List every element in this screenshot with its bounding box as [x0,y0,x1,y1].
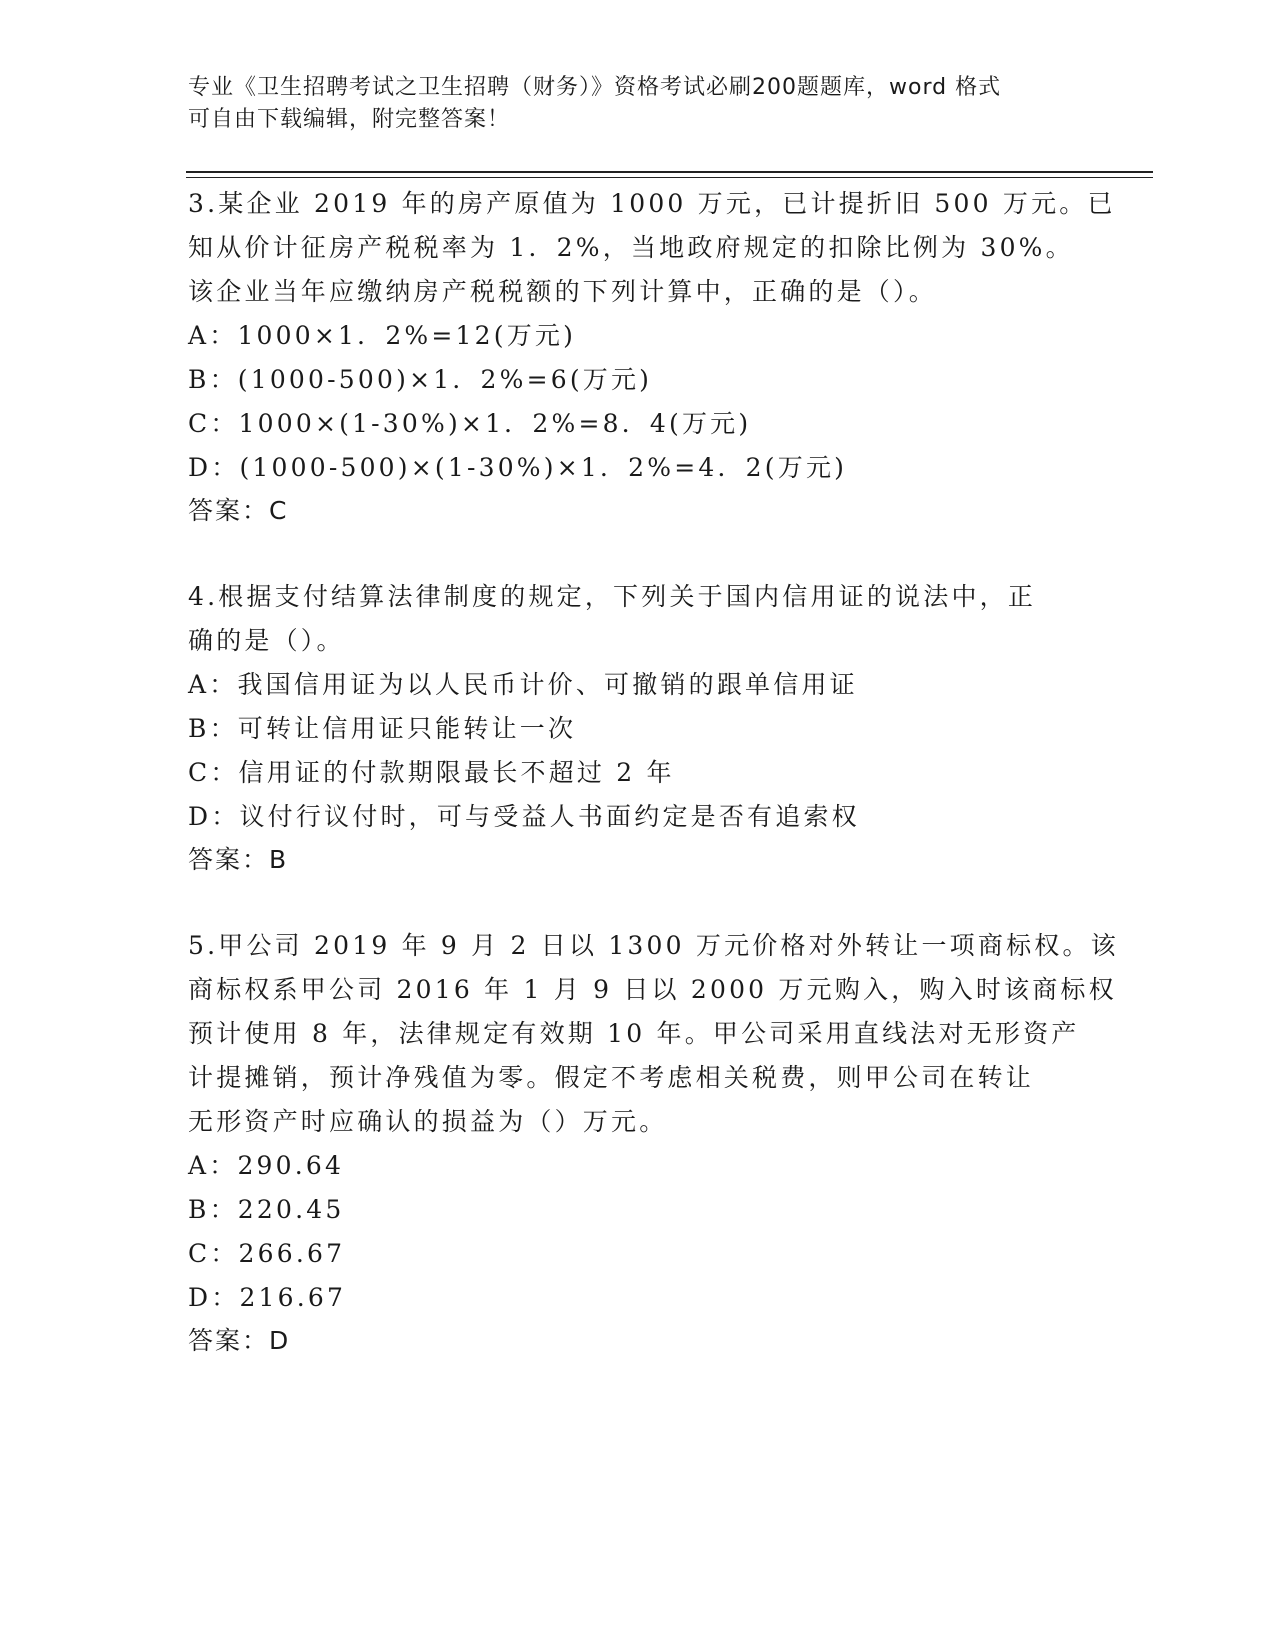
option-a: A：我国信用证为以人民币计价、可撤销的跟单信用证 [188,670,858,699]
option-b: B：可转让信用证只能转让一次 [188,714,577,743]
option-a: A：290.64 [188,1151,345,1180]
option-a: A：1000×1．2%=12(万元) [188,321,577,350]
option-c: C：信用证的付款期限最长不超过 2 年 [188,758,675,787]
question-stem-line: 预计使用 8 年，法律规定有效期 10 年。甲公司采用直线法对无形资产 [188,1019,1080,1048]
question-stem-line: 确的是（）。 [188,626,345,655]
header-divider-bottom [186,177,1153,178]
answer-text: 答案：C [188,496,289,525]
question-stem-line: 商标权系甲公司 2016 年 1 月 9 日以 2000 万元购入，购入时该商标权 [188,975,1117,1004]
option-b: B：220.45 [188,1195,345,1224]
document-header-line-1: 专业《卫生招聘考试之卫生招聘（财务）》资格考试必刷200题题库，word 格式 [188,75,1002,100]
document-header-line-2: 可自由下载编辑，附完整答案！ [188,107,511,132]
question-stem-line: 该企业当年应缴纳房产税税额的下列计算中，正确的是（）。 [188,277,937,306]
answer-text: 答案：B [188,845,289,874]
option-d: D：议付行议付时，可与受益人书面约定是否有追索权 [188,802,860,831]
question-stem-line: 知从价计征房产税税率为 1．2%，当地政府规定的扣除比例为 30%。 [188,233,1074,262]
question-stem-line: 3.某企业 2019 年的房产原值为 1000 万元，已计提折旧 500 万元。已 [188,189,1116,218]
option-d: D：(1000-500)×(1-30%)×1．2%=4．2(万元) [188,453,848,482]
question-stem-line: 5.甲公司 2019 年 9 月 2 日以 1300 万元价格对外转让一项商标权。该 [188,931,1119,960]
option-c: C：266.67 [188,1239,346,1268]
option-b: B：(1000-500)×1．2%=6(万元) [188,365,653,394]
option-d: D：216.67 [188,1283,347,1312]
question-stem-line: 无形资产时应确认的损益为（）万元。 [188,1107,668,1136]
answer-text: 答案：D [188,1326,291,1355]
question-stem-line: 4.根据支付结算法律制度的规定，下列关于国内信用证的说法中，正 [188,582,1037,611]
header-divider-top [186,171,1153,173]
option-c: C：1000×(1-30%)×1．2%=8．4(万元) [188,409,752,438]
question-stem-line: 计提摊销，预计净残值为零。假定不考虑相关税费，则甲公司在转让 [188,1063,1035,1092]
